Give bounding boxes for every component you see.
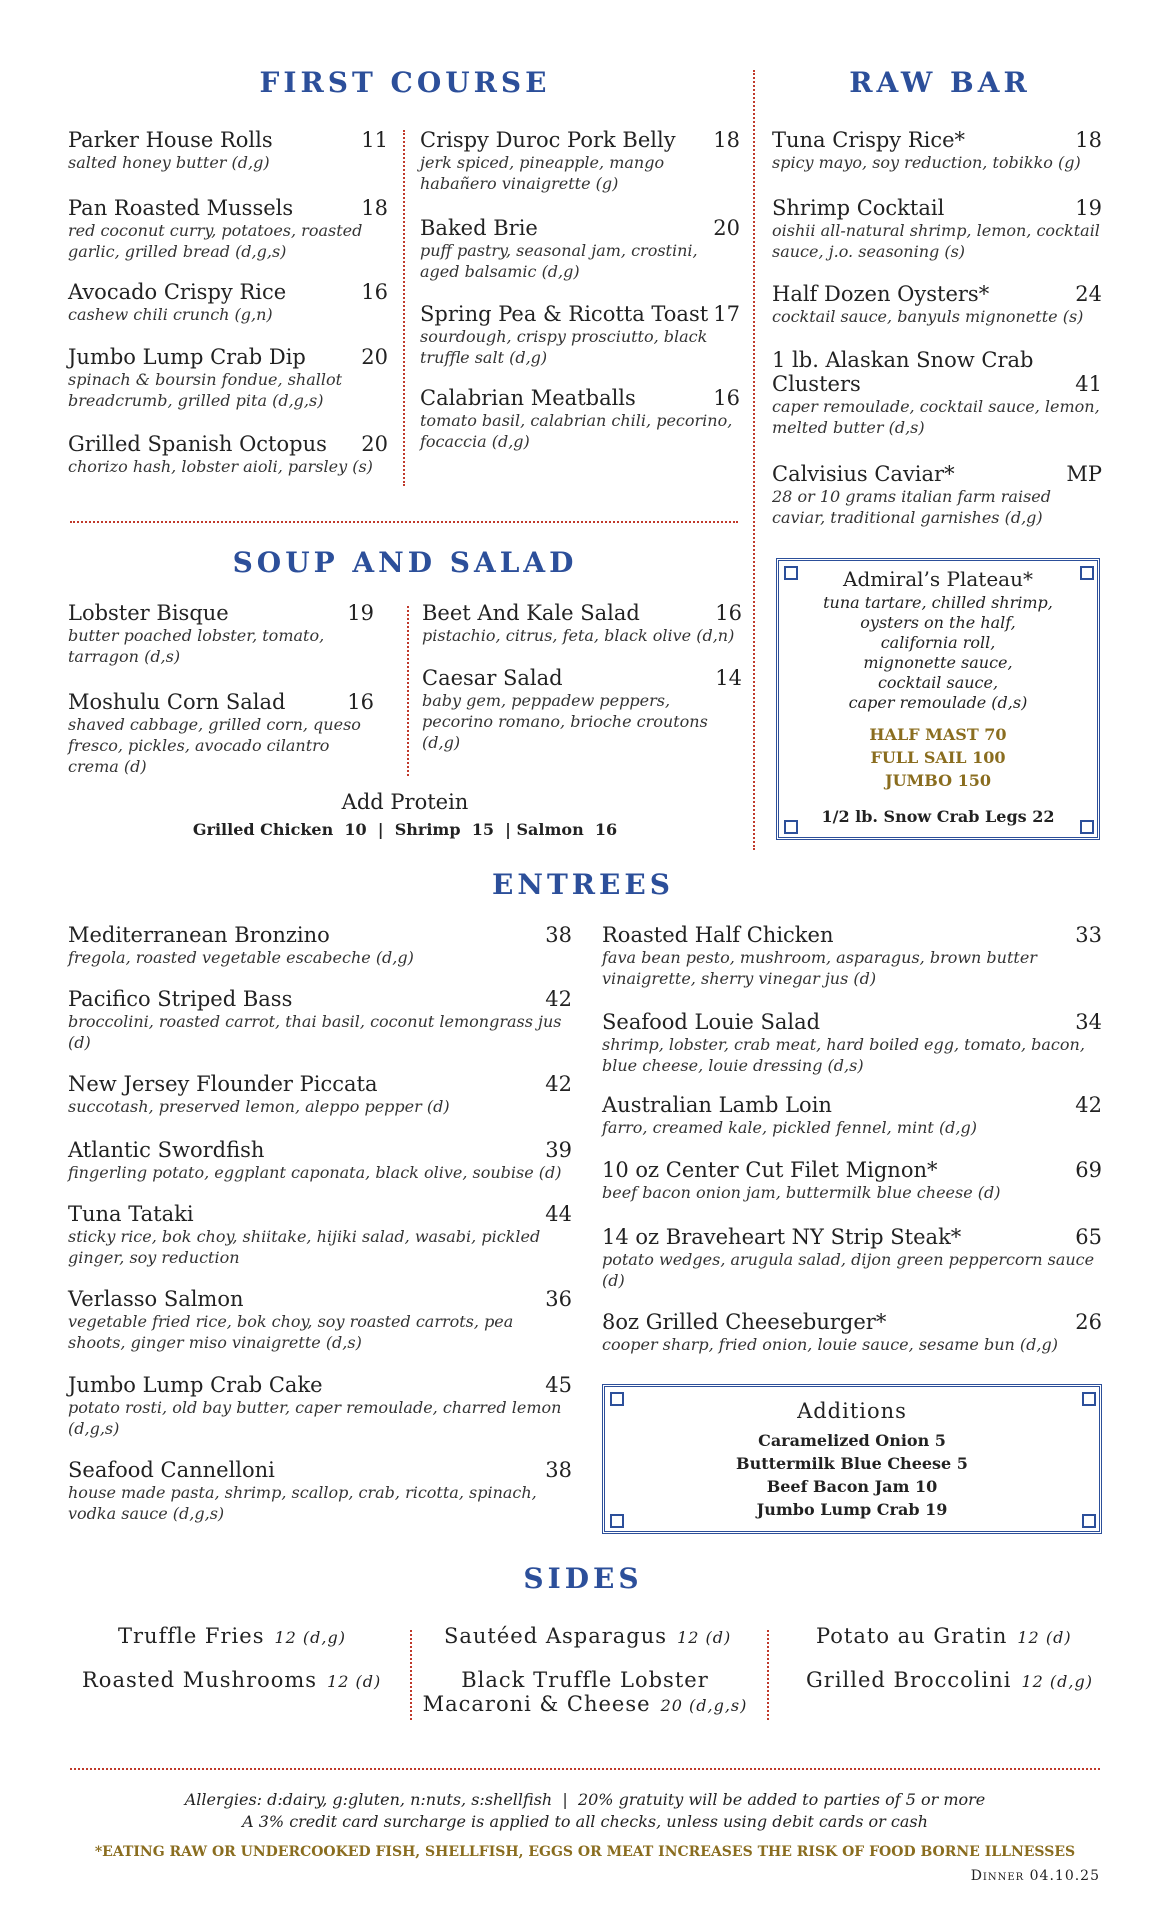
menu-item xyxy=(420,128,740,194)
menu-item-name: Grilled Spanish Octopus xyxy=(68,432,327,456)
frame-corner-ornament xyxy=(1082,1392,1096,1406)
text-line: caper remoulade (d,s) xyxy=(848,693,1028,712)
menu-item-description: broccolini, roasted carrot, thai basil, coconut lemongrass jus (d) xyxy=(68,1012,562,1052)
additions-title: Additions xyxy=(797,1399,907,1423)
menu-item xyxy=(772,462,1102,528)
menu-item-price: 69 xyxy=(1075,1158,1102,1182)
surcharge-note: A 3% credit card surcharge is applied to all checks, unless using debit cards or cash xyxy=(242,1812,928,1831)
menu-item-description: vegetable fried rice, bok choy, soy roasted carrots, pea shoots, ginger miso vinaigrette (d,s) xyxy=(68,1312,514,1352)
menu-item-price: MP xyxy=(1066,462,1102,486)
text-line: mignonette sauce, xyxy=(863,653,1013,672)
text-line: HALF MAST 70 xyxy=(869,725,1007,744)
menu-item-description: 28 or 10 grams italian farm raised caviar, traditional garnishes (d,g) xyxy=(772,487,1051,527)
menu-item-description: cooper sharp, fried onion, louie sauce, sesame bun (d,g) xyxy=(602,1335,1058,1354)
add-protein-options: Grilled Chicken 10 | Shrimp 15 | Salmon 16 xyxy=(192,820,618,839)
frame-corner-ornament xyxy=(610,1514,624,1528)
menu-item-name: Seafood Louie Salad xyxy=(602,1010,821,1034)
menu-item-price: 14 xyxy=(715,666,742,690)
menu-item-description: butter poached lobster, tomato, tarragon (d,s) xyxy=(68,626,325,666)
menu-item-price: 16 xyxy=(713,386,740,410)
frame-corner-ornament xyxy=(610,1392,624,1406)
menu-item-description: red coconut curry, potatoes, roasted garlic, grilled bread (d,g,s) xyxy=(68,221,363,261)
menu-item-price: 38 xyxy=(545,1458,572,1482)
menu-item xyxy=(602,1158,1102,1203)
menu-item-name: Caesar Salad xyxy=(422,666,563,690)
menu-item-price: 34 xyxy=(1075,1010,1102,1034)
menu-date: Dinner 04.10.25 xyxy=(970,1868,1100,1884)
menu-item-description: tomato basil, calabrian chili, pecorino, focaccia (d,g) xyxy=(420,411,733,451)
menu-item-price: 20 xyxy=(361,432,388,456)
menu-item xyxy=(68,923,572,968)
menu-item-price: 17 xyxy=(713,302,740,326)
menu-item xyxy=(420,386,740,452)
menu-item-name: Spring Pea & Ricotta Toast xyxy=(420,302,709,326)
menu-item-description: succotash, preserved lemon, aleppo pepper (d) xyxy=(68,1097,450,1116)
menu-item-description: spinach & boursin fondue, shallot breadcrumb, grilled pita (d,g,s) xyxy=(68,370,343,410)
menu-item xyxy=(772,348,1102,438)
side-item: Potato au Gratin 12 (d) xyxy=(816,1624,1072,1648)
menu-item-name: Roasted Half Chicken xyxy=(602,923,834,947)
menu-item-description: potato rosti, old bay butter, caper remoulade, charred lemon (d,g,s) xyxy=(68,1398,562,1438)
plateau-snow-crab: 1/2 lb. Snow Crab Legs 22 xyxy=(821,807,1055,826)
text-line: JUMBO 150 xyxy=(885,771,991,790)
text-line: Buttermilk Blue Cheese 5 xyxy=(736,1454,968,1473)
menu-item xyxy=(68,432,388,477)
additions-list xyxy=(605,1429,1099,1521)
menu-item-name: Calvisius Caviar* xyxy=(772,462,955,486)
menu-item-name: Shrimp Cocktail xyxy=(772,196,945,220)
menu-item-description: cocktail sauce, banyuls mignonette (s) xyxy=(772,307,1084,326)
vertical-divider xyxy=(753,70,755,850)
text-line: tuna tartare, chilled shrimp, xyxy=(823,593,1053,612)
menu-item xyxy=(420,216,740,282)
menu-item-name: Calabrian Meatballs xyxy=(420,386,636,410)
text-line: Caramelized Onion 5 xyxy=(758,1431,946,1450)
menu-item xyxy=(772,128,1102,173)
menu-item-price: 33 xyxy=(1075,923,1102,947)
frame-corner-ornament xyxy=(1080,566,1094,580)
menu-item-description: fingerling potato, eggplant caponata, black olive, soubise (d) xyxy=(68,1163,562,1182)
menu-item-name: Moshulu Corn Salad xyxy=(68,690,286,714)
menu-item-name: Tuna Crispy Rice* xyxy=(772,128,966,152)
menu-item xyxy=(772,196,1102,262)
menu-item-description: beef bacon onion jam, buttermilk blue cheese (d) xyxy=(602,1183,1001,1202)
menu-item-name: Pan Roasted Mussels xyxy=(68,196,294,220)
first-course-title: FIRST COURSE xyxy=(259,66,551,99)
menu-item-name: Beet And Kale Salad xyxy=(422,601,640,625)
menu-item-price: 36 xyxy=(545,1287,572,1311)
vertical-divider xyxy=(403,130,405,486)
admirals-plateau-box xyxy=(776,558,1100,840)
add-protein-title: Add Protein xyxy=(341,790,469,814)
menu-item-name: 14 oz Braveheart NY Strip Steak* xyxy=(602,1225,962,1249)
menu-item-description: sourdough, crispy prosciutto, black truffle salt (d,g) xyxy=(420,327,708,367)
menu-item-name: Jumbo Lump Crab Cake xyxy=(68,1373,323,1397)
menu-item xyxy=(602,1310,1102,1355)
menu-item-name: Jumbo Lump Crab Dip xyxy=(68,345,306,369)
horizontal-divider xyxy=(70,521,738,523)
menu-item-name: New Jersey Flounder Piccata xyxy=(68,1072,378,1096)
menu-item xyxy=(68,601,374,667)
raw-food-warning: *EATING RAW OR UNDERCOOKED FISH, SHELLFISH, EGGS OR MEAT INCREASES THE RISK OF FOOD BORNE ILLNESSES xyxy=(94,1844,1076,1860)
menu-item-price: 20 xyxy=(713,216,740,240)
text-line: california roll, xyxy=(880,633,996,652)
menu-item xyxy=(68,987,572,1053)
entrees-title: ENTREES xyxy=(492,868,674,901)
menu-item-name: 8oz Grilled Cheeseburger* xyxy=(602,1310,887,1334)
additions-box xyxy=(602,1384,1102,1534)
menu-item-description: potato wedges, arugula salad, dijon green peppercorn sauce (d) xyxy=(602,1250,1095,1290)
menu-item-name: Crispy Duroc Pork Belly xyxy=(420,128,676,152)
menu-item-price: 42 xyxy=(545,987,572,1011)
menu-item-name: Mediterranean Bronzino xyxy=(68,923,330,947)
text-line: FULL SAIL 100 xyxy=(870,748,1006,767)
menu-item xyxy=(68,690,374,777)
menu-item-description: spicy mayo, soy reduction, tobikko (g) xyxy=(772,153,1081,172)
menu-item-price: 20 xyxy=(361,345,388,369)
menu-item xyxy=(68,1072,572,1117)
menu-item-price: 18 xyxy=(713,128,740,152)
menu-item-description: baby gem, peppadew peppers, pecorino romano, brioche croutons (d,g) xyxy=(422,691,708,752)
menu-item-description: caper remoulade, cocktail sauce, lemon, melted butter (d,s) xyxy=(772,397,1100,437)
menu-item xyxy=(772,282,1102,327)
menu-item xyxy=(602,1010,1102,1076)
menu-item-name: Half Dozen Oysters* xyxy=(772,282,990,306)
menu-item xyxy=(68,1202,572,1268)
frame-corner-ornament xyxy=(784,566,798,580)
menu-item xyxy=(422,666,742,753)
vertical-divider xyxy=(410,1630,412,1720)
menu-item-description: farro, creamed kale, pickled fennel, mint (d,g) xyxy=(602,1118,977,1137)
text-line: Jumbo Lump Crab 19 xyxy=(756,1500,948,1519)
menu-item-price: 26 xyxy=(1075,1310,1102,1334)
menu-item xyxy=(68,280,388,325)
menu-item-description: salted honey butter (d,g) xyxy=(68,153,270,172)
menu-item-description: sticky rice, bok choy, shiitake, hijiki salad, wasabi, pickled ginger, soy reduction xyxy=(68,1227,541,1267)
menu-item-name: Seafood Cannelloni xyxy=(68,1458,275,1482)
menu-item xyxy=(68,128,388,173)
plateau-description xyxy=(779,593,1097,713)
menu-item xyxy=(68,1287,572,1353)
soup-salad-title: SOUP AND SALAD xyxy=(232,546,578,579)
horizontal-divider xyxy=(70,1768,1100,1770)
menu-item-description: shrimp, lobster, crab meat, hard boiled egg, tomato, bacon, blue cheese, louie dressing (d,s) xyxy=(602,1035,1085,1075)
menu-item-name: Avocado Crispy Rice xyxy=(68,280,287,304)
menu-item xyxy=(420,302,740,368)
menu-item-description: cashew chili crunch (g,n) xyxy=(68,305,273,324)
menu-item xyxy=(602,1093,1102,1138)
menu-item-price: 42 xyxy=(1075,1093,1102,1117)
vertical-divider xyxy=(407,606,409,776)
menu-item-price: 19 xyxy=(1075,196,1102,220)
menu-item-name: 10 oz Center Cut Filet Mignon* xyxy=(602,1158,938,1182)
plateau-sizes xyxy=(779,723,1097,792)
menu-item xyxy=(68,1138,572,1183)
menu-item xyxy=(422,601,742,646)
menu-item-name: 1 lb. Alaskan Snow Crab xyxy=(772,348,1034,372)
menu-item-price: 19 xyxy=(347,601,374,625)
menu-item-name: Clusters xyxy=(772,372,861,396)
menu-item-name: Tuna Tataki xyxy=(68,1202,194,1226)
menu-item-description: puff pastry, seasonal jam, crostini, aged balsamic (d,g) xyxy=(420,241,698,281)
menu-item-name: Verlasso Salmon xyxy=(68,1287,244,1311)
menu-item-price: 44 xyxy=(545,1202,572,1226)
side-item: Black Truffle Lobster Macaroni & Cheese 20 (d,g,s) xyxy=(422,1668,748,1716)
menu-item-name: Parker House Rolls xyxy=(68,128,273,152)
text-line: cocktail sauce, xyxy=(877,673,999,692)
menu-item-price: 18 xyxy=(1075,128,1102,152)
frame-corner-ornament xyxy=(1082,1514,1096,1528)
menu-item-price: 45 xyxy=(545,1373,572,1397)
menu-item xyxy=(602,923,1102,989)
frame-corner-ornament xyxy=(1080,820,1094,834)
text-line: oysters on the half, xyxy=(860,613,1016,632)
menu-item-description: house made pasta, shrimp, scallop, crab, ricotta, spinach, vodka sauce (d,g,s) xyxy=(68,1483,537,1523)
menu-item-price: 39 xyxy=(545,1138,572,1162)
side-item: Sautéed Asparagus 12 (d) xyxy=(444,1624,732,1648)
menu-item-name: Atlantic Swordfish xyxy=(68,1138,265,1162)
plateau-title: Admiral’s Plateau* xyxy=(843,567,1033,591)
sides-title: SIDES xyxy=(523,1562,643,1595)
menu-item xyxy=(68,196,388,262)
menu-item-price: 16 xyxy=(347,690,374,714)
menu-item-description: pistachio, citrus, feta, black olive (d,n) xyxy=(422,626,735,645)
menu-item-description: jerk spiced, pineapple, mango habañero vinaigrette (g) xyxy=(420,153,665,193)
menu-item xyxy=(68,1458,572,1524)
vertical-divider xyxy=(767,1630,769,1720)
text-line: Beef Bacon Jam 10 xyxy=(766,1477,938,1496)
raw-bar-title: RAW BAR xyxy=(849,66,1031,99)
menu-item-name: Lobster Bisque xyxy=(68,601,229,625)
menu-item-price: 18 xyxy=(361,196,388,220)
allergy-note: Allergies: d:dairy, g:gluten, n:nuts, s:shellfish | 20% gratuity will be added to parties of 5 or more xyxy=(184,1790,986,1809)
menu-item-price: 42 xyxy=(545,1072,572,1096)
menu-item-name: Australian Lamb Loin xyxy=(602,1093,832,1117)
menu-item-price: 38 xyxy=(545,923,572,947)
menu-item-price: 24 xyxy=(1075,282,1102,306)
menu-item xyxy=(602,1225,1102,1291)
frame-corner-ornament xyxy=(784,820,798,834)
menu-item-name: Pacifico Striped Bass xyxy=(68,987,293,1011)
side-item: Roasted Mushrooms 12 (d) xyxy=(82,1668,382,1692)
menu-item-price: 65 xyxy=(1075,1225,1102,1249)
menu-item xyxy=(68,1373,572,1439)
menu-item-name: Baked Brie xyxy=(420,216,538,240)
menu-item-description: fregola, roasted vegetable escabeche (d,g) xyxy=(68,948,414,967)
side-item: Grilled Broccolini 12 (d,g) xyxy=(806,1668,1093,1692)
menu-item-price: 41 xyxy=(1075,372,1102,396)
menu-item-price: 11 xyxy=(361,128,388,152)
menu-item-price: 16 xyxy=(715,601,742,625)
menu-item-description: oishii all-natural shrimp, lemon, cocktail sauce, j.o. seasoning (s) xyxy=(772,221,1100,261)
menu-item xyxy=(68,345,388,411)
menu-item-description: fava bean pesto, mushroom, asparagus, brown butter vinaigrette, sherry vinegar jus (d) xyxy=(602,948,1037,988)
menu-item-description: chorizo hash, lobster aioli, parsley (s) xyxy=(68,457,373,476)
menu-item-price: 16 xyxy=(361,280,388,304)
side-item: Truffle Fries 12 (d,g) xyxy=(118,1624,346,1648)
menu-item-description: shaved cabbage, grilled corn, queso fresco, pickles, avocado cilantro crema (d) xyxy=(68,715,361,776)
